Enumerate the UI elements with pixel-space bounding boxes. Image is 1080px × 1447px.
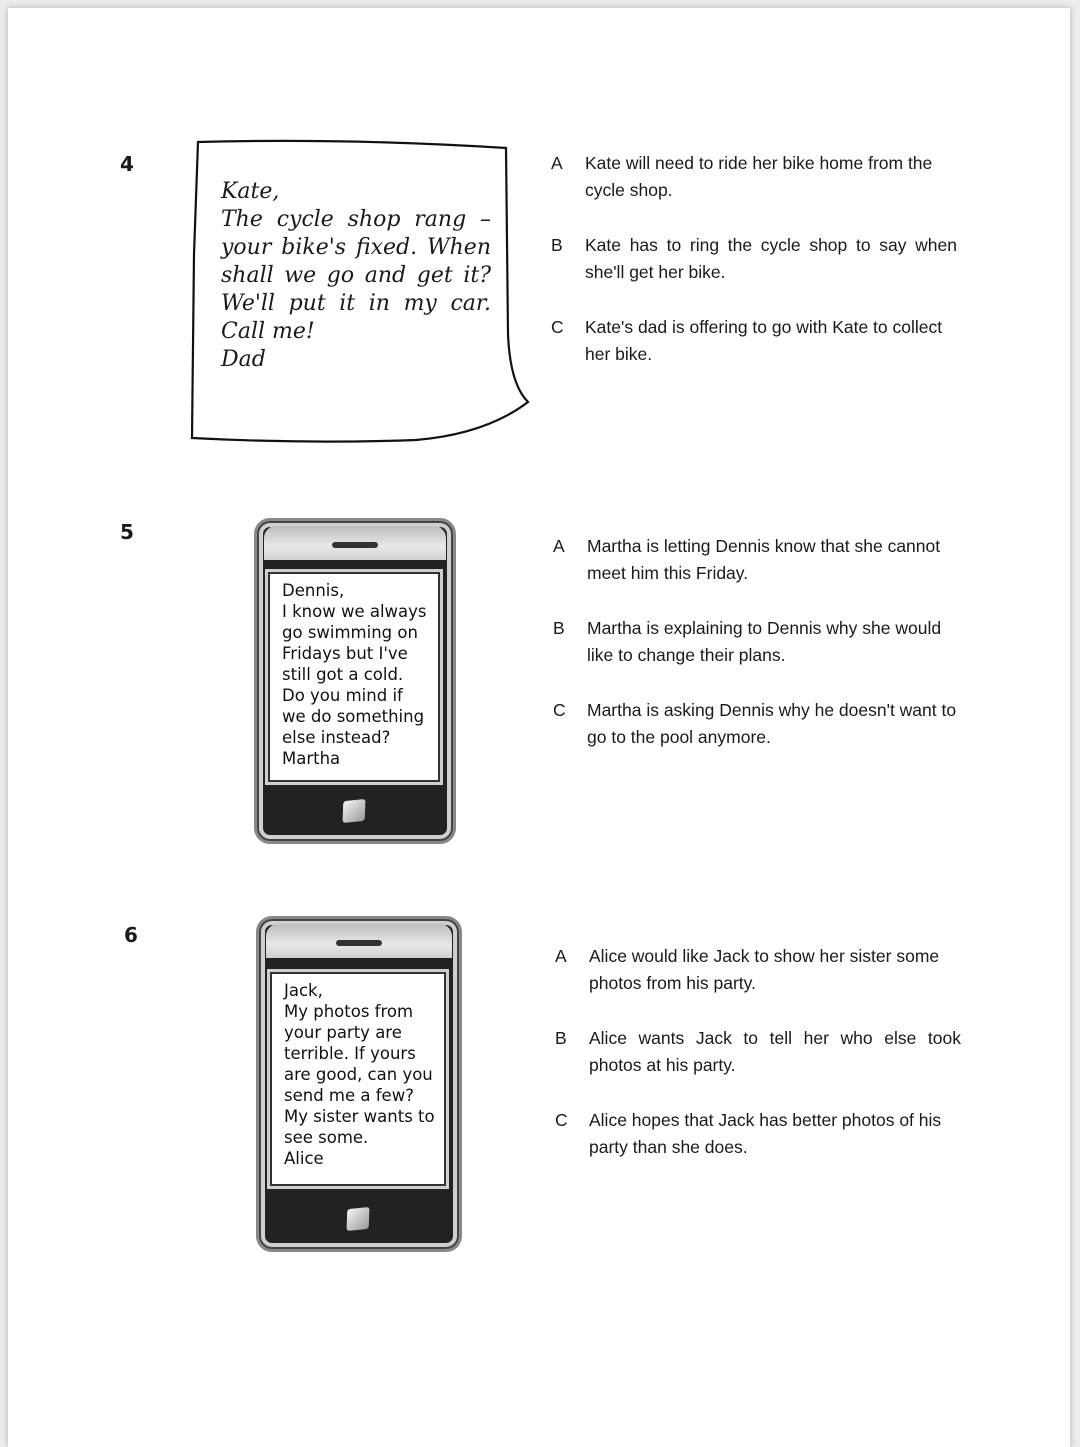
phone-illustration xyxy=(254,518,456,844)
message-line: I know we always xyxy=(282,602,427,621)
option-letter: C xyxy=(551,317,564,337)
note-line: your bike's fixed. When xyxy=(221,235,491,260)
option-text: Martha is letting Dennis know that she cannot meet him this Friday. xyxy=(587,536,941,583)
note-line: shall we go and get it? xyxy=(221,263,491,288)
message-line: Fridays but I've xyxy=(282,644,408,663)
message-line: Jack, xyxy=(284,981,323,1000)
message-line: we do something xyxy=(282,707,425,726)
handwritten-note xyxy=(186,134,532,454)
message-line: are good, can you xyxy=(284,1065,433,1084)
message-line: else instead? xyxy=(282,728,391,747)
message-line: Martha xyxy=(282,749,341,768)
option-letter: A xyxy=(553,536,565,556)
message-line: terrible. If yours xyxy=(284,1044,416,1063)
note-line: Call me! xyxy=(221,319,315,344)
text-message xyxy=(284,980,435,1169)
phone-screen xyxy=(270,972,446,1186)
option-letter: C xyxy=(555,1110,568,1130)
speaker-icon xyxy=(332,542,378,548)
message-line: Dennis, xyxy=(282,581,345,600)
note-text xyxy=(221,178,491,374)
home-button-icon xyxy=(347,1207,370,1231)
exam-page xyxy=(8,8,1070,1447)
option-letter: B xyxy=(553,618,565,638)
option-text: Kate will need to ride her bike home from the cycle shop. xyxy=(585,153,933,200)
text-message xyxy=(282,580,427,769)
phone-illustration xyxy=(256,916,462,1252)
message-line: Alice xyxy=(284,1149,324,1168)
option-letter: B xyxy=(551,235,563,255)
message-line: send me a few? xyxy=(284,1086,414,1105)
option-letter: C xyxy=(553,700,566,720)
option-text: Kate has to ring the cycle shop to say when she'll get her bike. xyxy=(585,235,957,282)
note-line: We'll put it in my car. xyxy=(221,291,491,316)
option-letter: A xyxy=(555,946,567,966)
message-line: see some. xyxy=(284,1128,369,1147)
message-line: your party are xyxy=(284,1023,402,1042)
option-letter: A xyxy=(551,153,563,173)
note-line: Kate, xyxy=(221,179,280,204)
message-line: My sister wants to xyxy=(284,1107,435,1126)
option-letter: B xyxy=(555,1028,567,1048)
message-line: still got a cold. xyxy=(282,665,404,684)
message-line: Do you mind if xyxy=(282,686,403,705)
option-text: Martha is explaining to Dennis why she would like to change their plans. xyxy=(587,618,942,665)
note-line: The cycle shop rang – xyxy=(221,207,491,232)
option-text: Alice wants Jack to tell her who else took photos at his party. xyxy=(589,1028,961,1075)
option-text: Martha is asking Dennis why he doesn't want to go to the pool anymore. xyxy=(587,700,957,747)
question-number-4: 4 xyxy=(120,152,134,176)
phone-screen xyxy=(268,572,440,782)
speaker-icon xyxy=(336,940,382,946)
question-number-5: 5 xyxy=(120,520,134,544)
option-text: Alice hopes that Jack has better photos of his party than she does. xyxy=(589,1110,942,1157)
note-line: Dad xyxy=(221,347,266,372)
question-number-6: 6 xyxy=(124,923,138,947)
message-line: My photos from xyxy=(284,1002,414,1021)
home-button-icon xyxy=(343,799,366,823)
message-line: go swimming on xyxy=(282,623,418,642)
option-text: Alice would like Jack to show her sister some photos from his party. xyxy=(589,946,940,993)
option-text: Kate's dad is offering to go with Kate to collect her bike. xyxy=(585,317,943,364)
